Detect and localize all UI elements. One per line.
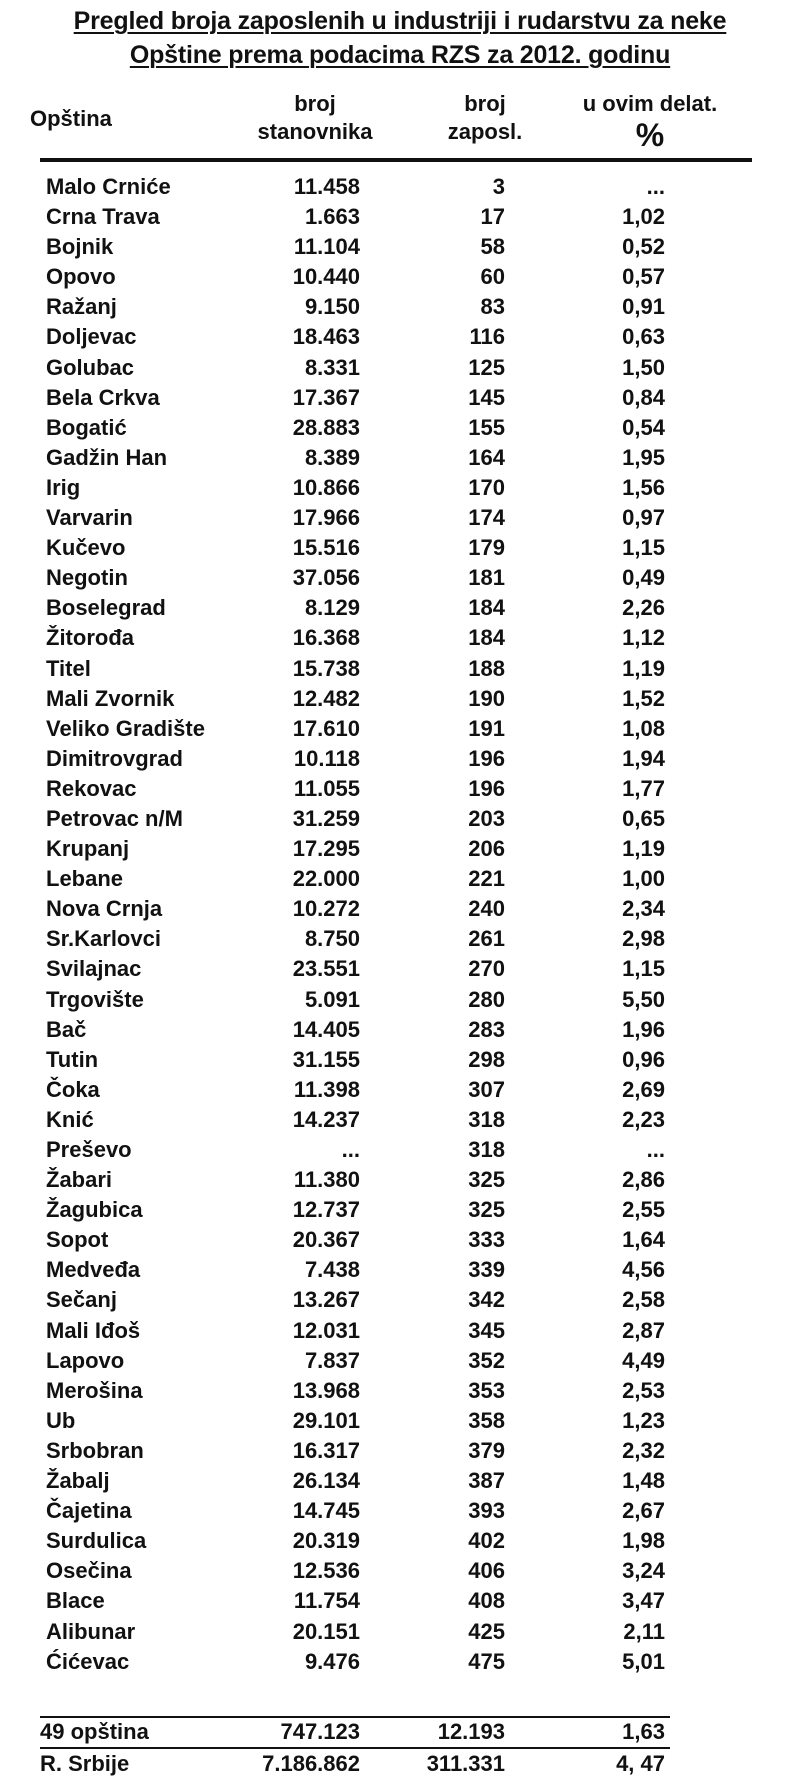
cell-stanovnika: 28.883 [292,414,360,440]
table-row [0,1406,800,1436]
cell-procenat: 1,19 [622,836,665,862]
cell-zaposleni: 280 [468,986,505,1012]
cell-opstina: Tutin [46,1046,99,1072]
cell-procenat: 2,98 [622,926,665,952]
cell-procenat: 2,11 [623,1618,665,1644]
cell-zaposleni: 339 [468,1257,505,1283]
cell-stanovnika: 22.000 [292,866,360,892]
cell-opstina: Žagubica [46,1197,143,1223]
cell-opstina: Petrovac n/M [46,805,183,831]
table-row [0,1015,800,1045]
table-row [0,1225,800,1255]
cell-procenat: 3,24 [622,1558,665,1584]
cell-procenat: 1,98 [622,1528,665,1554]
cell-stanovnika: 11.380 [293,1167,360,1193]
cell-procenat: 5,50 [622,986,665,1012]
table-row [0,985,800,1015]
cell-procenat: 1,23 [622,1407,665,1433]
cell-zaposleni: 402 [468,1528,505,1554]
cell-procenat: ... [646,174,665,199]
cell-stanovnika: 31.259 [292,805,360,831]
cell-procenat: 2,55 [622,1197,665,1223]
table-body [0,172,800,1677]
cell-stanovnika: 8.389 [304,444,360,470]
cell-opstina: Bela Crkva [46,384,160,410]
table-row [0,1105,800,1135]
cell-procenat: 4,56 [622,1257,665,1283]
table-row [0,834,800,864]
cell-opstina: Bogatić [46,414,127,440]
cell-stanovnika: 9.476 [304,1648,360,1674]
table-row [0,1586,800,1616]
cell-stanovnika: 10.440 [292,264,360,290]
cell-zaposleni: 298 [468,1046,505,1072]
cell-zaposleni: 379 [468,1437,505,1463]
cell-opstina: Alibunar [46,1618,136,1644]
table-row [0,714,800,744]
cell-procenat: 0,52 [622,234,665,260]
cell-procenat: 0,84 [622,384,665,410]
cell-stanovnika: 23.551 [292,956,360,982]
cell-stanovnika: 17.295 [292,836,360,862]
cell-opstina: Mali Iđoš [46,1317,141,1343]
cell-procenat: 3,47 [622,1588,665,1614]
cell-opstina: Dimitrovgrad [46,745,183,771]
cell-zaposleni: 188 [468,655,505,681]
cell-opstina: Rekovac [46,775,137,801]
cell-zaposleni: 318 [468,1106,505,1132]
cell-procenat: 1,56 [622,474,665,500]
cell-opstina: Sečanj [46,1287,117,1313]
cell-procenat: 1,95 [622,444,665,470]
cell-zaposleni: 342 [468,1287,505,1313]
table-row [0,232,800,262]
table-row [0,1526,800,1556]
cell-zaposleni: 307 [468,1076,505,1102]
cell-zaposleni: 184 [468,595,505,621]
cell-stanovnika: 14.745 [292,1498,360,1524]
table-row [0,744,800,774]
cell-procenat: 2,23 [622,1106,665,1132]
table-row [0,1647,800,1677]
table-row [0,563,800,593]
column-header-zaposleni-line-2: zaposl. [447,119,523,144]
cell-stanovnika: 17.367 [292,384,360,410]
table-row [0,1617,800,1647]
cell-stanovnika: 16.317 [292,1437,360,1463]
cell-opstina: Blace [46,1588,105,1614]
cell-zaposleni: 406 [468,1558,505,1584]
cell-procenat: 1,08 [622,715,665,741]
column-header-zaposleni-line-1: broj [464,91,506,116]
cell-opstina: Bač [46,1016,87,1042]
cell-opstina: Žitorođa [46,625,134,651]
cell-stanovnika: 37.056 [292,565,360,591]
table-row [0,292,800,322]
cell-zaposleni: 221 [468,866,505,892]
cell-procenat: 2,86 [622,1167,665,1193]
cell-procenat: 1,50 [622,354,665,380]
table-row [0,864,800,894]
table-title-line-1: Pregled broja zaposlenih u industriji i rudarstvu za neke [73,7,727,35]
cell-procenat: 1,19 [622,655,665,681]
cell-stanovnika: 12.031 [292,1317,360,1343]
cell-stanovnika: 14.237 [292,1106,360,1132]
cell-opstina: Ćićevac [46,1648,130,1674]
cell-opstina: Opovo [46,264,116,290]
cell-opstina: Golubac [46,354,135,380]
table-row [0,774,800,804]
cell-procenat: 2,69 [622,1076,665,1102]
totals-stanovnika: 7.186.862 [262,1751,360,1776]
cell-zaposleni: 333 [468,1227,505,1253]
cell-stanovnika: 12.737 [292,1197,360,1223]
cell-stanovnika: 8.331 [304,354,360,380]
table-row [0,1556,800,1586]
cell-procenat: 5,01 [622,1648,665,1674]
cell-zaposleni: 475 [468,1648,505,1674]
cell-opstina: Knić [46,1106,94,1132]
cell-procenat: 4,49 [622,1347,665,1373]
cell-zaposleni: 325 [468,1167,505,1193]
cell-procenat: 2,53 [622,1377,665,1403]
cell-stanovnika: 31.155 [292,1046,360,1072]
cell-procenat: 1,12 [622,625,665,651]
table-row [0,533,800,563]
cell-opstina: Osečina [46,1558,132,1584]
cell-stanovnika: ... [341,1137,360,1162]
cell-zaposleni: 203 [468,805,505,831]
cell-opstina: Ražanj [46,294,117,320]
cell-zaposleni: 196 [468,775,505,801]
table-row [0,1165,800,1195]
cell-opstina: Crna Trava [46,204,160,230]
column-header-stanovnika-line-1: broj [294,91,336,116]
cell-zaposleni: 318 [468,1137,505,1162]
column-header-procenat-line-2: % [635,117,665,153]
cell-opstina: Medveđa [46,1257,141,1283]
cell-stanovnika: 20.319 [292,1528,360,1554]
cell-procenat: 1,00 [622,866,665,892]
table-row [0,654,800,684]
totals-zaposl: 311.331 [426,1751,505,1776]
cell-opstina: Negotin [46,565,128,591]
cell-zaposleni: 206 [468,836,505,862]
cell-stanovnika: 11.398 [293,1076,360,1102]
cell-stanovnika: 15.516 [292,535,360,561]
cell-procenat: 1,02 [622,204,665,230]
cell-zaposleni: 145 [468,384,505,410]
table-row [0,924,800,954]
table-row [0,172,800,202]
cell-zaposleni: 17 [480,204,505,230]
cell-zaposleni: 174 [468,505,505,531]
cell-opstina: Žabalj [46,1468,110,1494]
table-row [0,1285,800,1315]
cell-procenat: 2,87 [622,1317,665,1343]
cell-opstina: Malo Crniće [46,174,171,199]
cell-zaposleni: 196 [468,745,505,771]
cell-procenat: 1,94 [622,745,665,771]
cell-opstina: Krupanj [46,836,130,862]
column-header-procenat-line-1: u ovim delat. [582,91,718,116]
cell-procenat: 2,34 [622,896,665,922]
table-row [0,1075,800,1105]
cell-opstina: Titel [46,655,91,681]
column-header-procenat [565,90,735,152]
cell-procenat: 1,52 [622,685,665,711]
cell-opstina: Lapovo [46,1347,125,1373]
cell-zaposleni: 408 [468,1588,505,1614]
table-row [0,684,800,714]
cell-procenat: 1,64 [622,1227,665,1253]
totals-row-municipalities [0,1717,800,1747]
cell-opstina: Bojnik [46,234,114,260]
column-header-stanovnika [240,90,390,146]
table-row [0,894,800,924]
cell-opstina: Surdulica [46,1528,147,1554]
table-row [0,1045,800,1075]
cell-opstina: Mali Zvornik [46,685,175,711]
cell-zaposleni: 387 [468,1468,505,1494]
cell-stanovnika: 1.663 [304,204,360,230]
cell-procenat: 0,54 [622,414,665,440]
cell-stanovnika: 12.482 [292,685,360,711]
table-row [0,322,800,352]
cell-procenat: 0,63 [622,324,665,350]
cell-stanovnika: 18.463 [292,324,360,350]
cell-zaposleni: 240 [468,896,505,922]
cell-stanovnika: 11.104 [293,234,360,260]
cell-zaposleni: 270 [468,956,505,982]
cell-zaposleni: 179 [468,535,505,561]
cell-stanovnika: 17.966 [292,505,360,531]
cell-zaposleni: 191 [468,715,505,741]
cell-stanovnika: 7.837 [304,1347,360,1373]
cell-opstina: Žabari [46,1167,113,1193]
cell-zaposleni: 164 [468,444,505,470]
table-row [0,262,800,292]
cell-zaposleni: 352 [468,1347,505,1373]
cell-opstina: Boselegrad [46,595,166,621]
cell-stanovnika: 14.405 [292,1016,360,1042]
table-row [0,804,800,834]
cell-procenat: 0,49 [622,565,665,591]
cell-procenat: 0,96 [622,1046,665,1072]
cell-opstina: Nova Crnja [46,896,163,922]
cell-zaposleni: 60 [480,264,505,290]
cell-procenat: 0,91 [622,294,665,320]
cell-opstina: Lebane [46,866,124,892]
table-row [0,1195,800,1225]
cell-zaposleni: 353 [468,1377,505,1403]
table-subtitle [0,40,800,70]
cell-opstina: Preševo [46,1137,132,1162]
cell-procenat: 1,96 [622,1016,665,1042]
cell-stanovnika: 13.968 [292,1377,360,1403]
column-header-zaposleni [430,90,540,146]
table-row [0,202,800,232]
totals-name: R. Srbije [40,1751,130,1776]
table-row [0,473,800,503]
cell-zaposleni: 325 [468,1197,505,1223]
cell-stanovnika: 10.118 [293,745,360,771]
cell-stanovnika: 10.866 [292,474,360,500]
cell-opstina: Gadžin Han [46,444,168,470]
header-divider [40,158,752,162]
column-header-opstina [30,105,160,133]
cell-stanovnika: 11.055 [293,775,360,801]
cell-procenat: 0,57 [622,264,665,290]
cell-stanovnika: 16.368 [292,625,360,651]
table-row [0,443,800,473]
cell-procenat: 2,32 [622,1437,665,1463]
cell-procenat: ... [646,1137,665,1162]
table-row [0,1466,800,1496]
cell-opstina: Irig [46,474,81,500]
cell-stanovnika: 20.367 [292,1227,360,1253]
cell-stanovnika: 15.738 [292,655,360,681]
cell-opstina: Sopot [46,1227,109,1253]
column-header-opstina-label: Opština [30,106,112,131]
table-row [0,593,800,623]
table-title-line-2: Opštine prema podacima RZS za 2012. godinu [129,41,671,69]
cell-opstina: Svilajnac [46,956,142,982]
cell-zaposleni: 393 [468,1498,505,1524]
cell-zaposleni: 58 [480,234,505,260]
cell-stanovnika: 17.610 [292,715,360,741]
cell-stanovnika: 7.438 [304,1257,360,1283]
cell-stanovnika: 20.151 [292,1618,360,1644]
cell-zaposleni: 125 [468,354,505,380]
totals-name: 49 opština [40,1719,149,1744]
cell-stanovnika: 5.091 [304,986,360,1012]
column-header-stanovnika-line-2: stanovnika [257,119,373,144]
cell-stanovnika: 26.134 [292,1468,360,1494]
cell-procenat: 1,77 [622,775,665,801]
cell-zaposleni: 83 [480,294,505,320]
table-row [0,954,800,984]
cell-zaposleni: 261 [468,926,505,952]
cell-zaposleni: 181 [468,565,505,591]
table-row [0,1316,800,1346]
cell-opstina: Ub [46,1407,76,1433]
totals-pct: 4, 47 [616,1751,665,1776]
cell-zaposleni: 184 [468,625,505,651]
cell-procenat: 0,65 [622,805,665,831]
totals-pct: 1,63 [622,1719,665,1744]
cell-stanovnika: 8.129 [304,595,360,621]
cell-zaposleni: 116 [469,324,505,350]
cell-zaposleni: 3 [492,174,505,199]
cell-stanovnika: 10.272 [292,896,360,922]
cell-opstina: Doljevac [46,324,137,350]
cell-opstina: Srbobran [46,1437,144,1463]
cell-zaposleni: 345 [468,1317,505,1343]
cell-stanovnika: 12.536 [292,1558,360,1584]
cell-stanovnika: 29.101 [292,1407,360,1433]
cell-zaposleni: 358 [468,1407,505,1433]
cell-procenat: 2,58 [622,1287,665,1313]
cell-zaposleni: 155 [468,414,505,440]
cell-stanovnika: 11.458 [293,174,360,199]
table-row [0,1135,800,1165]
cell-stanovnika: 11.754 [293,1588,360,1614]
cell-stanovnika: 9.150 [304,294,360,320]
table-row [0,1496,800,1526]
cell-zaposleni: 283 [468,1016,505,1042]
cell-opstina: Varvarin [46,505,133,531]
table-row [0,503,800,533]
table-row [0,1346,800,1376]
cell-zaposleni: 425 [468,1618,505,1644]
cell-zaposleni: 170 [468,474,505,500]
cell-procenat: 1,48 [622,1468,665,1494]
table-row [0,1376,800,1406]
cell-procenat: 2,26 [622,595,665,621]
cell-opstina: Sr.Karlovci [46,926,161,952]
cell-procenat: 1,15 [622,535,665,561]
totals-row-serbia [0,1749,800,1779]
table-row [0,413,800,443]
table-row [0,353,800,383]
cell-opstina: Merošina [46,1377,143,1403]
cell-opstina: Trgovište [46,986,144,1012]
cell-zaposleni: 190 [468,685,505,711]
table-row [0,1436,800,1466]
cell-stanovnika: 13.267 [292,1287,360,1313]
cell-opstina: Čajetina [46,1498,132,1524]
cell-procenat: 1,15 [622,956,665,982]
table-row [0,383,800,413]
table-title [0,6,800,36]
cell-opstina: Kučevo [46,535,126,561]
table-row [0,1255,800,1285]
totals-stanovnika: 747.123 [280,1719,360,1744]
totals-zaposl: 12.193 [437,1719,505,1744]
cell-stanovnika: 8.750 [304,926,360,952]
cell-procenat: 0,97 [622,505,665,531]
cell-opstina: Čoka [46,1076,100,1102]
cell-opstina: Veliko Gradište [46,715,205,741]
table-row [0,623,800,653]
cell-procenat: 2,67 [622,1498,665,1524]
